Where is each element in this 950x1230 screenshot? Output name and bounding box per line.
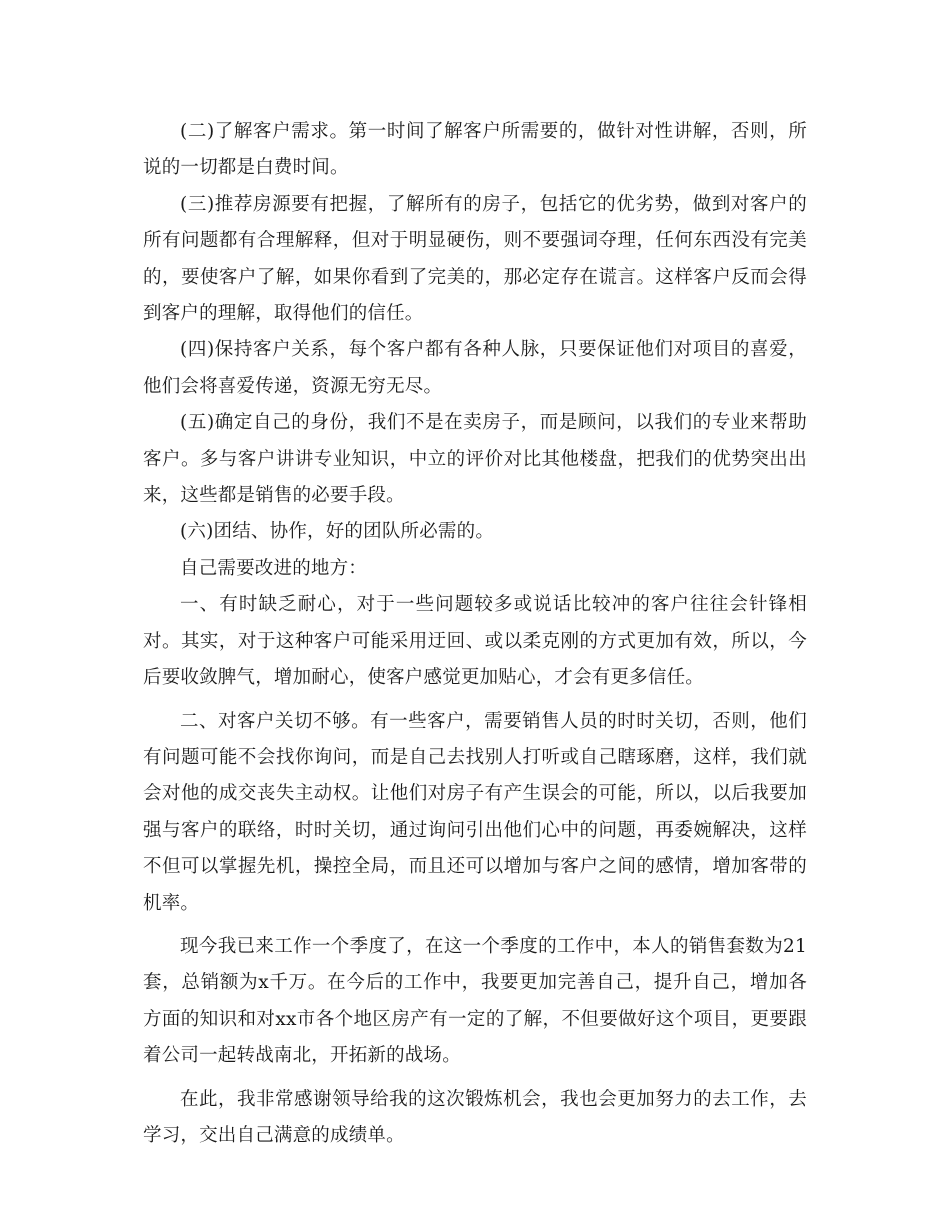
paragraph-client-relations: (四)保持客户关系，每个客户都有各种人脉，只要保证他们对项目的喜爱，他们会将喜爱传递，资源无穷无尽。 (143, 339, 807, 397)
paragraph-teamwork: (六)团结、协作，好的团队所必需的。 (180, 521, 495, 543)
paragraph-client-needs: (二)了解客户需求。第一时间了解客户所需要的，做针对性讲解，否则，所说的一切都是白费时间。 (143, 121, 807, 179)
paragraph-patience: 一、有时缺乏耐心，对于一些问题较多或说话比较冲的客户往往会针锋相对。其实，对于这种客户可能采用迂回、或以柔克刚的方式更加有效，所以，今后要收敛脾气，增加耐心，使客户感觉更加贴心，才会有更多信任。 (143, 594, 807, 689)
document-body (143, 114, 807, 1154)
paragraph-client-care: 二、对客户关切不够。有一些客户，需要销售人员的时时关切，否则，他们有问题可能不会找你询问，而是自己去找别人打听或自己瞎琢磨，这样，我们就会对他的成交丧失主动权。让他们对房子有产生误会的可能，所以，以后我要加强与客户的联络，时时关切，通过询问引出他们心中的问题，再委婉解决，这样不但可以掌握先机，操控全局，而且还可以增加与客户之间的感情，增加客带的机率。 (143, 710, 807, 914)
paragraph-recommend-listings: (三)推荐房源要有把握，了解所有的房子，包括它的优劣势，做到对客户的所有问题都有合理解释，但对于明显硬伤，则不要强词夺理，任何东西没有完美的，要使客户了解，如果你看到了完美的，那必定存在谎言。这样客户反而会得到客户的理解，取得他们的信任。 (143, 193, 807, 325)
paragraph-improvements-heading: 自己需要改进的地方： (180, 557, 368, 579)
paragraph-identity: (五)确定自己的身份，我们不是在卖房子，而是顾问，以我们的专业来帮助客户。多与客户讲讲专业知识，中立的评价对比其他楼盘，把我们的优势突出出来，这些都是销售的必要手段。 (143, 412, 807, 507)
paragraph-thanks: 在此，我非常感谢领导给我的这次锻炼机会，我也会更加努力的去工作，去学习，交出自己满意的成绩单。 (143, 1088, 807, 1146)
paragraph-quarter-summary: 现今我已来工作一个季度了，在这一个季度的工作中，本人的销售套数为21套，总销额为x千万。在今后的工作中，我要更加完善自己，提升自己，增加各方面的知识和对xx市各个地区房产有一定的了解，不但要做好这个项目，更要跟着公司一起转战南北，开拓新的战场。 (143, 935, 807, 1067)
